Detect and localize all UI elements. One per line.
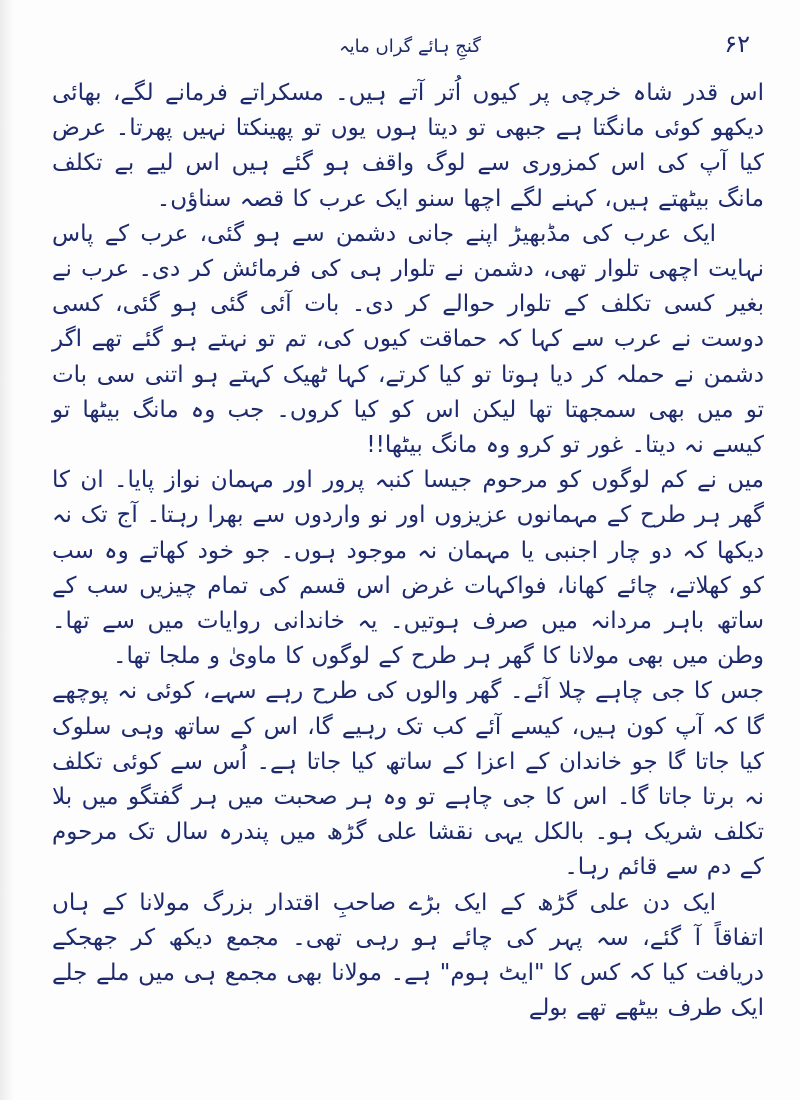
page-number: ۶۲	[724, 30, 750, 58]
page-edge-shadow	[0, 0, 14, 1100]
paragraph-2: ایک عرب کی مڈبھیڑ اپنے جانی دشمن سے ہو گئی، عرب کے پاس نہایت اچھی تلوار تھی، دشمن نے تلوار ہی کی فرمائش کر دی۔ عرب نے بغیر کسی تکلف کے تلوار حوالے کر دی۔ بات آئی گئی ہو گئی، کسی دوست نے عرب سے کہا کہ حماقت کیوں کی، تم تو نہتے ہو گئے تھے اگر دشمن نے حملہ کر دیا ہوتا تو کیا کرتے، کہا ٹھیک کہتے ہو اتنی سی بات تو میں بھی سمجھتا تھا لیکن اس کو کیا کروں۔ جب وہ مانگ بیٹھا تو کیسے نہ دیتا۔ غور تو کرو وہ مانگ بیٹھا!!	[52, 220, 764, 459]
paragraph-5: ایک دن علی گڑھ کے ایک بڑے صاحبِ اقتدار بزرگ مولانا کے ہاں اتفاقاً آ گئے، سہ پہر کی چائے ہو رہی تھی۔ مجمع دیکھ کر جھجکے دریافت کیا کہ کس کا "ایٹ ہوم" ہے۔ مولانا بھی مجمع ہی میں ملے جلے ایک طرف بیٹھے تھے بولے	[52, 889, 764, 1022]
paragraph-3: میں نے کم لوگوں کو مرحوم جیسا کنبہ پرور اور مہمان نواز پایا۔ ان کا گھر ہر طرح کے مہمانوں عزیزوں اور نو واردوں سے بھرا رہتا۔ آج تک نہ دیکھا کہ دو چار اجنبی یا مہمان نہ موجود ہوں۔ جو خود کھاتے وہ سب کو کھلاتے، چائے کھانا، فواکہات غرض اس قسم کی تمام چیزیں سب کے ساتھ باہر مردانہ میں صرف ہوتیں۔ یہ خاندانی روایات میں سے تھا۔ وطن میں بھی مولانا کا گھر ہر طرح کے لوگوں کا ماویٰ و ملجا تھا۔	[52, 467, 764, 670]
paragraph-1: اس قدر شاہ خرچی پر کیوں اُتر آتے ہیں۔ مسکراتے فرمانے لگے، بھائی دیکھو کوئی مانگتا ہے جبھی تو دیتا ہوں یوں تو پھینکتا نہیں پھرتا۔ عرض کیا آپ کی اس کمزوری سے لوگ واقف ہو گئے ہیں اس لیے بے تکلف مانگ بیٹھتے ہیں، کہنے لگے اچھا سنو ایک عرب کا قصہ سناؤں۔	[52, 80, 764, 212]
page-header	[60, 30, 750, 70]
running-title: گنجِ ہائے گراں مایہ	[339, 36, 481, 57]
page-body	[52, 76, 764, 1026]
paragraph-4: جس کا جی چاہے چلا آئے۔ گھر والوں کی طرح رہے سہے، کوئی نہ پوچھے گا کہ آپ کون ہیں، کیسے آئے کب تک رہیے گا، اس کے ساتھ وہی سلوک کیا جاتا گا جو خاندان کے اعزا کے ساتھ کیا جاتا ہے۔ اُس سے کوئی تکلف نہ برتا جاتا گا۔ اس کا جی چاہے تو وہ ہر صحبت میں ہر گفتگو میں بلا تکلف شریک ہو۔ بالکل یہی نقشا علی گڑھ میں پندرہ سال تک مرحوم کے دم سے قائم رہا۔	[52, 678, 764, 881]
